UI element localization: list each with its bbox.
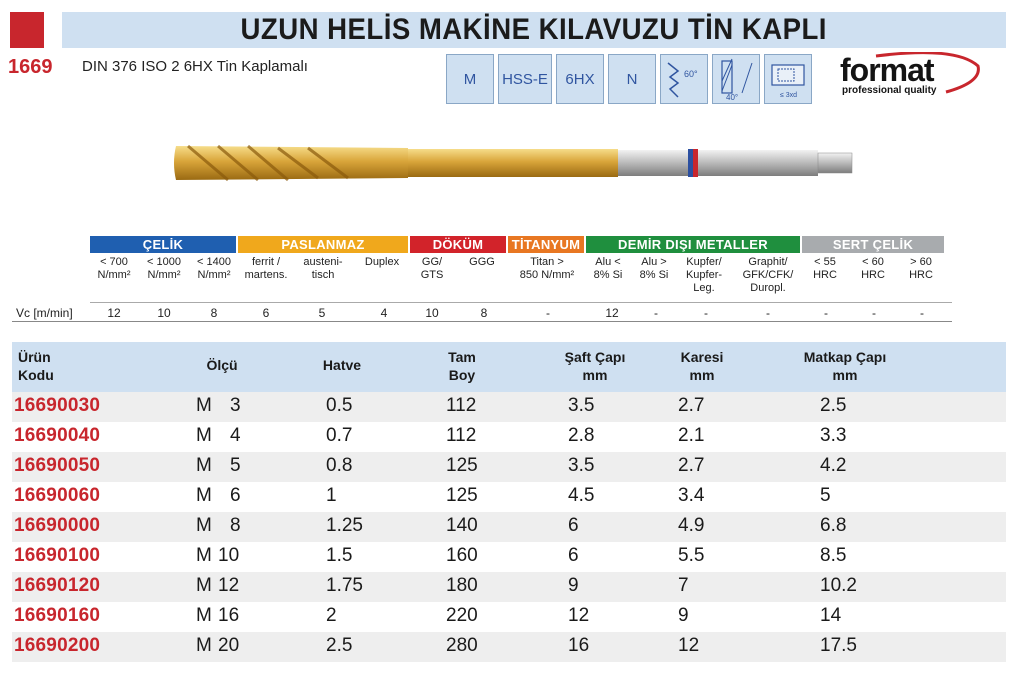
drill-value: 2.5 bbox=[820, 395, 847, 416]
size-prefix: M bbox=[196, 455, 212, 476]
col-header-pitch: Hatve bbox=[322, 357, 362, 373]
divider bbox=[12, 321, 952, 322]
drill-value: 8.5 bbox=[820, 545, 847, 566]
pitch-value: 2 bbox=[326, 605, 337, 626]
divider bbox=[90, 302, 952, 303]
shank-value: 12 bbox=[568, 605, 590, 626]
brand-name: format bbox=[840, 52, 934, 88]
product-code: 16690030 bbox=[14, 395, 101, 416]
property-icons bbox=[446, 54, 812, 104]
material-sub: austeni- tisch bbox=[303, 256, 343, 281]
product-code: 16690050 bbox=[14, 455, 101, 476]
product-code: 16690040 bbox=[14, 425, 101, 446]
pitch-value: 1 bbox=[326, 485, 337, 506]
drill-value: 4.2 bbox=[820, 455, 847, 476]
size-prefix: M bbox=[196, 425, 212, 446]
material-sub: ferrit / martens. bbox=[244, 256, 288, 281]
drill-value: 3.3 bbox=[820, 425, 847, 446]
material-sub: < 60 HRC bbox=[861, 256, 885, 281]
material-sub: Alu > 8% Si bbox=[639, 256, 669, 281]
material-sub: < 55 HRC bbox=[813, 256, 837, 281]
thread-depth-icon bbox=[764, 54, 812, 104]
square-value: 12 bbox=[678, 635, 700, 656]
material-group-sert-celik: SERT ÇELİK bbox=[802, 236, 944, 253]
page-title: UZUN HELİS MAKİNE KILAVUZU TİN KAPLI bbox=[240, 13, 828, 46]
size-value: 16 bbox=[218, 605, 240, 626]
square-value: 2.7 bbox=[678, 395, 705, 416]
thread-angle-icon bbox=[660, 54, 708, 104]
cutting-speed-value: - bbox=[704, 306, 708, 320]
size-prefix: M bbox=[196, 515, 212, 536]
shank-value: 2.8 bbox=[568, 425, 595, 446]
cutting-speed-value: 4 bbox=[380, 306, 388, 320]
cutting-speed-value: - bbox=[824, 306, 828, 320]
cutting-speed-value: 12 bbox=[605, 306, 619, 320]
material-group-paslanmaz: PASLANMAZ bbox=[238, 236, 408, 253]
square-value: 2.7 bbox=[678, 455, 705, 476]
prop-thread-type: M bbox=[446, 54, 494, 104]
product-table-header bbox=[12, 342, 1006, 392]
shank-value: 6 bbox=[568, 515, 579, 536]
cutting-speed-value: 6 bbox=[262, 306, 270, 320]
table-row bbox=[12, 632, 1006, 662]
cutting-speed-value: - bbox=[920, 306, 924, 320]
size-value: 5 bbox=[230, 455, 241, 476]
col-header-square: Karesi mm bbox=[680, 349, 724, 383]
size-prefix: M bbox=[196, 395, 212, 416]
svg-text:≤ 3xd: ≤ 3xd bbox=[780, 92, 798, 99]
pitch-value: 1.75 bbox=[326, 575, 363, 596]
tap-tool-illustration bbox=[168, 136, 858, 190]
helix-angle-icon bbox=[712, 54, 760, 104]
material-sub: < 1000 N/mm² bbox=[147, 256, 181, 281]
shank-value: 9 bbox=[568, 575, 579, 596]
product-code: 16690200 bbox=[14, 635, 101, 656]
table-row bbox=[12, 512, 1006, 542]
table-row bbox=[12, 392, 1006, 422]
svg-text:40°: 40° bbox=[726, 93, 739, 101]
size-value: 12 bbox=[218, 575, 240, 596]
length-value: 160 bbox=[446, 545, 478, 566]
size-value: 20 bbox=[218, 635, 240, 656]
product-group-code: 1669 bbox=[8, 56, 53, 78]
table-row bbox=[12, 482, 1006, 512]
material-sub: Kupfer/ Kupfer- Leg. bbox=[685, 256, 723, 294]
square-value: 7 bbox=[678, 575, 689, 596]
pitch-value: 1.25 bbox=[326, 515, 363, 536]
product-code: 16690160 bbox=[14, 605, 101, 626]
cutting-speed-label: Vc [m/min] bbox=[16, 306, 73, 320]
brand-tagline: professional quality bbox=[842, 85, 937, 96]
brand-logo bbox=[836, 52, 982, 100]
material-sub: < 700 N/mm² bbox=[97, 256, 131, 281]
col-header-size: Ölçü bbox=[206, 357, 238, 373]
table-row bbox=[12, 542, 1006, 572]
material-sub: Alu < 8% Si bbox=[593, 256, 623, 281]
table-row bbox=[12, 422, 1006, 452]
cutting-speed-value: - bbox=[546, 306, 550, 320]
length-value: 220 bbox=[446, 605, 478, 626]
prop-type: N bbox=[608, 54, 656, 104]
shank-value: 3.5 bbox=[568, 455, 595, 476]
length-value: 112 bbox=[446, 425, 477, 446]
col-header-length: Tam Boy bbox=[448, 349, 476, 383]
prop-material: HSS-E bbox=[498, 54, 552, 104]
material-sub: Graphit/ GFK/CFK/ Duropl. bbox=[742, 256, 794, 294]
title-accent bbox=[10, 12, 44, 48]
col-header-drill: Matkap Çapı mm bbox=[803, 349, 887, 383]
shank-value: 4.5 bbox=[568, 485, 595, 506]
col-header-code: Ürün Kodu bbox=[18, 349, 54, 383]
title-bar bbox=[62, 12, 1006, 48]
table-row bbox=[12, 602, 1006, 632]
pitch-value: 0.5 bbox=[326, 395, 353, 416]
cutting-speed-value: 10 bbox=[425, 306, 439, 320]
material-group-dokum: DÖKÜM bbox=[410, 236, 506, 253]
cutting-speed-value: 8 bbox=[480, 306, 488, 320]
size-prefix: M bbox=[196, 575, 212, 596]
material-sub: > 60 HRC bbox=[909, 256, 933, 281]
material-sub: GG/ GTS bbox=[420, 256, 444, 281]
cutting-speed-value: 10 bbox=[157, 306, 171, 320]
cutting-speed-value: 8 bbox=[210, 306, 218, 320]
cutting-speed-value: - bbox=[766, 306, 770, 320]
product-code: 16690120 bbox=[14, 575, 101, 596]
prop-tolerance: 6HX bbox=[556, 54, 604, 104]
size-value: 3 bbox=[230, 395, 241, 416]
product-code: 16690060 bbox=[14, 485, 101, 506]
drill-value: 6.8 bbox=[820, 515, 847, 536]
drill-value: 5 bbox=[820, 485, 831, 506]
size-prefix: M bbox=[196, 635, 212, 656]
cutting-speed-value: - bbox=[872, 306, 876, 320]
size-prefix: M bbox=[196, 545, 212, 566]
pitch-value: 0.8 bbox=[326, 455, 353, 476]
square-value: 5.5 bbox=[678, 545, 705, 566]
square-value: 2.1 bbox=[678, 425, 705, 446]
shank-value: 6 bbox=[568, 545, 579, 566]
length-value: 125 bbox=[446, 485, 478, 506]
drill-value: 14 bbox=[820, 605, 842, 626]
table-row bbox=[12, 572, 1006, 602]
size-prefix: M bbox=[196, 605, 212, 626]
size-value: 6 bbox=[230, 485, 241, 506]
size-value: 8 bbox=[230, 515, 241, 536]
pitch-value: 2.5 bbox=[326, 635, 353, 656]
length-value: 280 bbox=[446, 635, 478, 656]
material-group-demir-disi: DEMİR DIŞI METALLER bbox=[586, 236, 800, 253]
col-header-shank: Şaft Çapı mm bbox=[564, 349, 626, 383]
table-row bbox=[12, 452, 1006, 482]
page-subtitle: DIN 376 ISO 2 6HX Tin Kaplamalı bbox=[82, 58, 308, 75]
product-code: 16690000 bbox=[14, 515, 101, 536]
material-sub: Titan > 850 N/mm² bbox=[519, 256, 575, 281]
pitch-value: 0.7 bbox=[326, 425, 353, 446]
cutting-speed-value: - bbox=[654, 306, 658, 320]
material-group-celik: ÇELİK bbox=[90, 236, 236, 253]
svg-text:60°: 60° bbox=[684, 69, 698, 79]
material-sub: GGG bbox=[469, 256, 495, 268]
length-value: 125 bbox=[446, 455, 478, 476]
square-value: 3.4 bbox=[678, 485, 705, 506]
size-value: 10 bbox=[218, 545, 240, 566]
square-value: 9 bbox=[678, 605, 689, 626]
square-value: 4.9 bbox=[678, 515, 705, 536]
drill-value: 10.2 bbox=[820, 575, 857, 596]
drill-value: 17.5 bbox=[820, 635, 857, 656]
size-prefix: M bbox=[196, 485, 212, 506]
length-value: 180 bbox=[446, 575, 478, 596]
material-group-titanyum: TİTANYUM bbox=[508, 236, 584, 253]
size-value: 4 bbox=[230, 425, 241, 446]
cutting-speed-value: 12 bbox=[107, 306, 121, 320]
product-code: 16690100 bbox=[14, 545, 101, 566]
length-value: 112 bbox=[446, 395, 477, 416]
material-sub: Duplex bbox=[364, 256, 400, 268]
cutting-speed-value: 5 bbox=[318, 306, 326, 320]
length-value: 140 bbox=[446, 515, 478, 536]
shank-value: 3.5 bbox=[568, 395, 595, 416]
pitch-value: 1.5 bbox=[326, 545, 353, 566]
shank-value: 16 bbox=[568, 635, 590, 656]
material-sub: < 1400 N/mm² bbox=[197, 256, 231, 281]
